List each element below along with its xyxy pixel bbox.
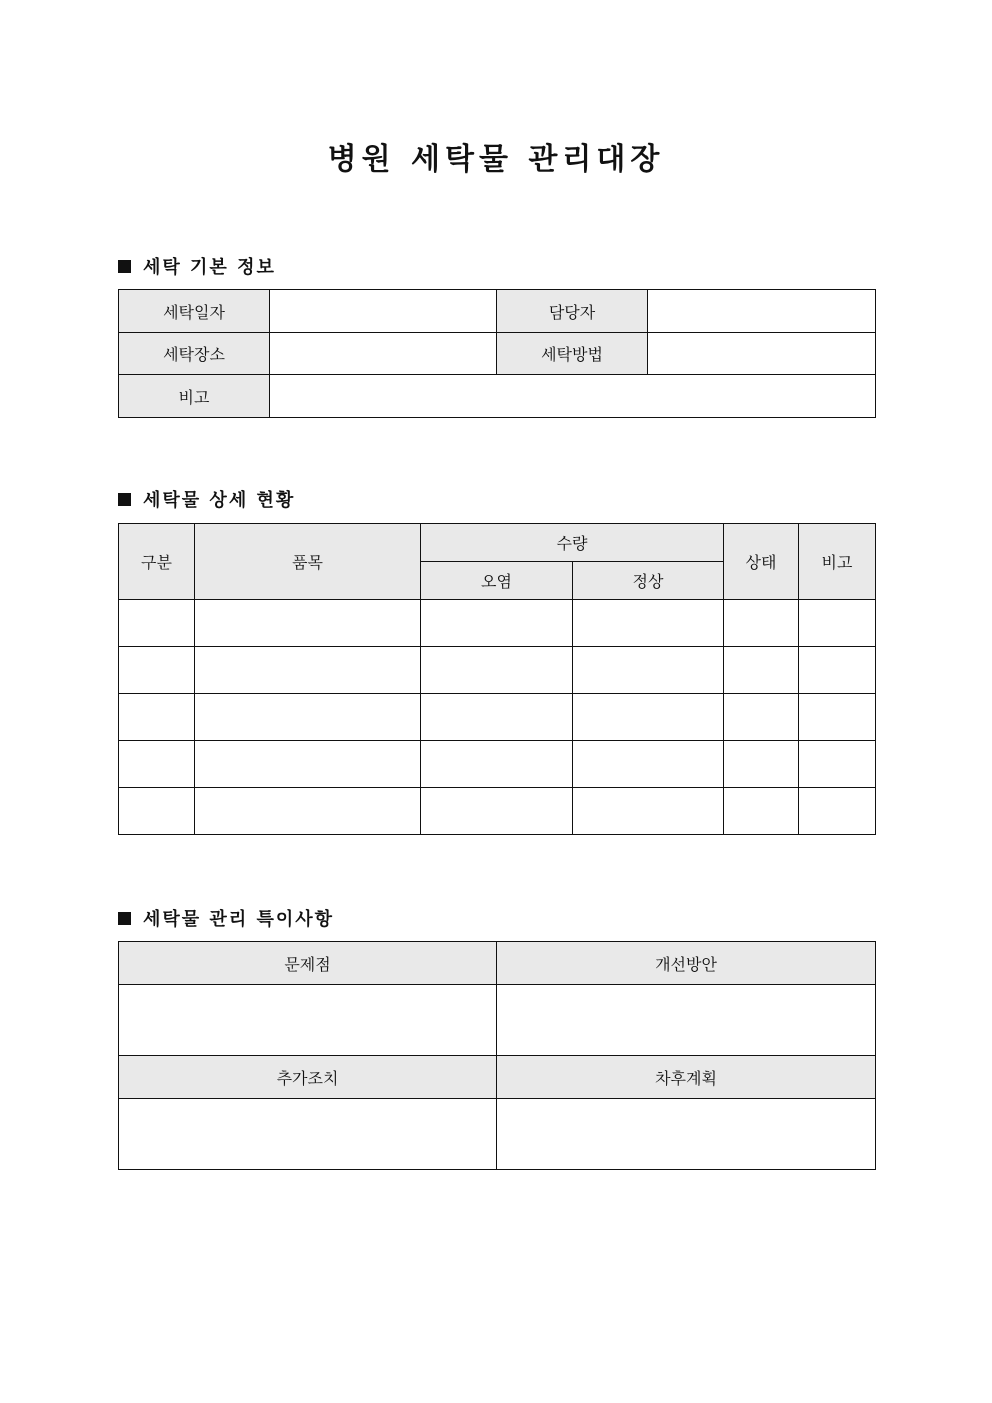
section-heading-special-notes [118,905,334,931]
contaminated-cell[interactable] [421,788,573,835]
problem-field[interactable] [119,985,497,1056]
category-cell[interactable] [119,788,195,835]
item-cell[interactable] [195,600,421,647]
special-notes-table [118,941,876,1170]
contaminated-cell[interactable] [421,694,573,741]
category-cell[interactable] [119,741,195,788]
problem-label: 문제점 [119,942,497,985]
table-row [119,788,876,835]
status-cell[interactable] [724,647,799,694]
item-cell[interactable] [195,788,421,835]
detail-rows [119,600,876,835]
category-cell[interactable] [119,694,195,741]
note-label: 비고 [119,375,270,418]
wash-method-field[interactable] [648,333,876,375]
item-cell[interactable] [195,741,421,788]
table-header-row [119,524,876,562]
page-title: 병원 세탁물 관리대장 [327,142,665,177]
additional-action-label: 추가조치 [119,1056,497,1099]
note-header: 비고 [799,524,876,600]
manager-label: 담당자 [497,290,648,333]
item-cell[interactable] [195,647,421,694]
category-header: 구분 [119,524,195,600]
normal-cell[interactable] [573,600,724,647]
table-header-row [119,1056,876,1099]
note-cell[interactable] [799,694,876,741]
status-cell[interactable] [724,788,799,835]
section-heading-label: 세탁 기본 정보 [143,257,276,278]
note-cell[interactable] [799,647,876,694]
category-cell[interactable] [119,600,195,647]
improvement-label: 개선방안 [497,942,876,985]
normal-cell[interactable] [573,647,724,694]
section-heading-basic-info [118,253,276,279]
improvement-field[interactable] [497,985,876,1056]
wash-date-label: 세탁일자 [119,290,270,333]
normal-header: 정상 [573,562,724,600]
table-row [119,600,876,647]
item-cell[interactable] [195,694,421,741]
table-row [119,985,876,1056]
square-bullet-icon [118,912,131,925]
additional-action-field[interactable] [119,1099,497,1170]
future-plan-field[interactable] [497,1099,876,1170]
table-header-row [119,942,876,985]
normal-cell[interactable] [573,694,724,741]
wash-date-field[interactable] [270,290,497,333]
table-row [119,741,876,788]
section-heading-detail-status [118,486,295,512]
contaminated-cell[interactable] [421,600,573,647]
note-cell[interactable] [799,600,876,647]
section-heading-label: 세탁물 상세 현황 [143,490,296,511]
wash-method-label: 세탁방법 [497,333,648,375]
wash-place-label: 세탁장소 [119,333,270,375]
normal-cell[interactable] [573,788,724,835]
quantity-header: 수량 [421,524,724,562]
square-bullet-icon [118,260,131,273]
category-cell[interactable] [119,647,195,694]
table-row [119,375,876,418]
table-row [119,290,876,333]
section-heading-label: 세탁물 관리 특이사항 [143,909,335,930]
table-row [119,694,876,741]
square-bullet-icon [118,493,131,506]
basic-info-table [118,289,876,418]
note-cell[interactable] [799,788,876,835]
status-cell[interactable] [724,600,799,647]
table-row [119,333,876,375]
normal-cell[interactable] [573,741,724,788]
contaminated-header: 오염 [421,562,573,600]
manager-field[interactable] [648,290,876,333]
table-row [119,647,876,694]
detail-status-table [118,523,876,835]
note-field[interactable] [270,375,876,418]
contaminated-cell[interactable] [421,647,573,694]
status-cell[interactable] [724,741,799,788]
status-cell[interactable] [724,694,799,741]
future-plan-label: 차후계획 [497,1056,876,1099]
note-cell[interactable] [799,741,876,788]
wash-place-field[interactable] [270,333,497,375]
item-header: 품목 [195,524,421,600]
table-row [119,1099,876,1170]
contaminated-cell[interactable] [421,741,573,788]
status-header: 상태 [724,524,799,600]
